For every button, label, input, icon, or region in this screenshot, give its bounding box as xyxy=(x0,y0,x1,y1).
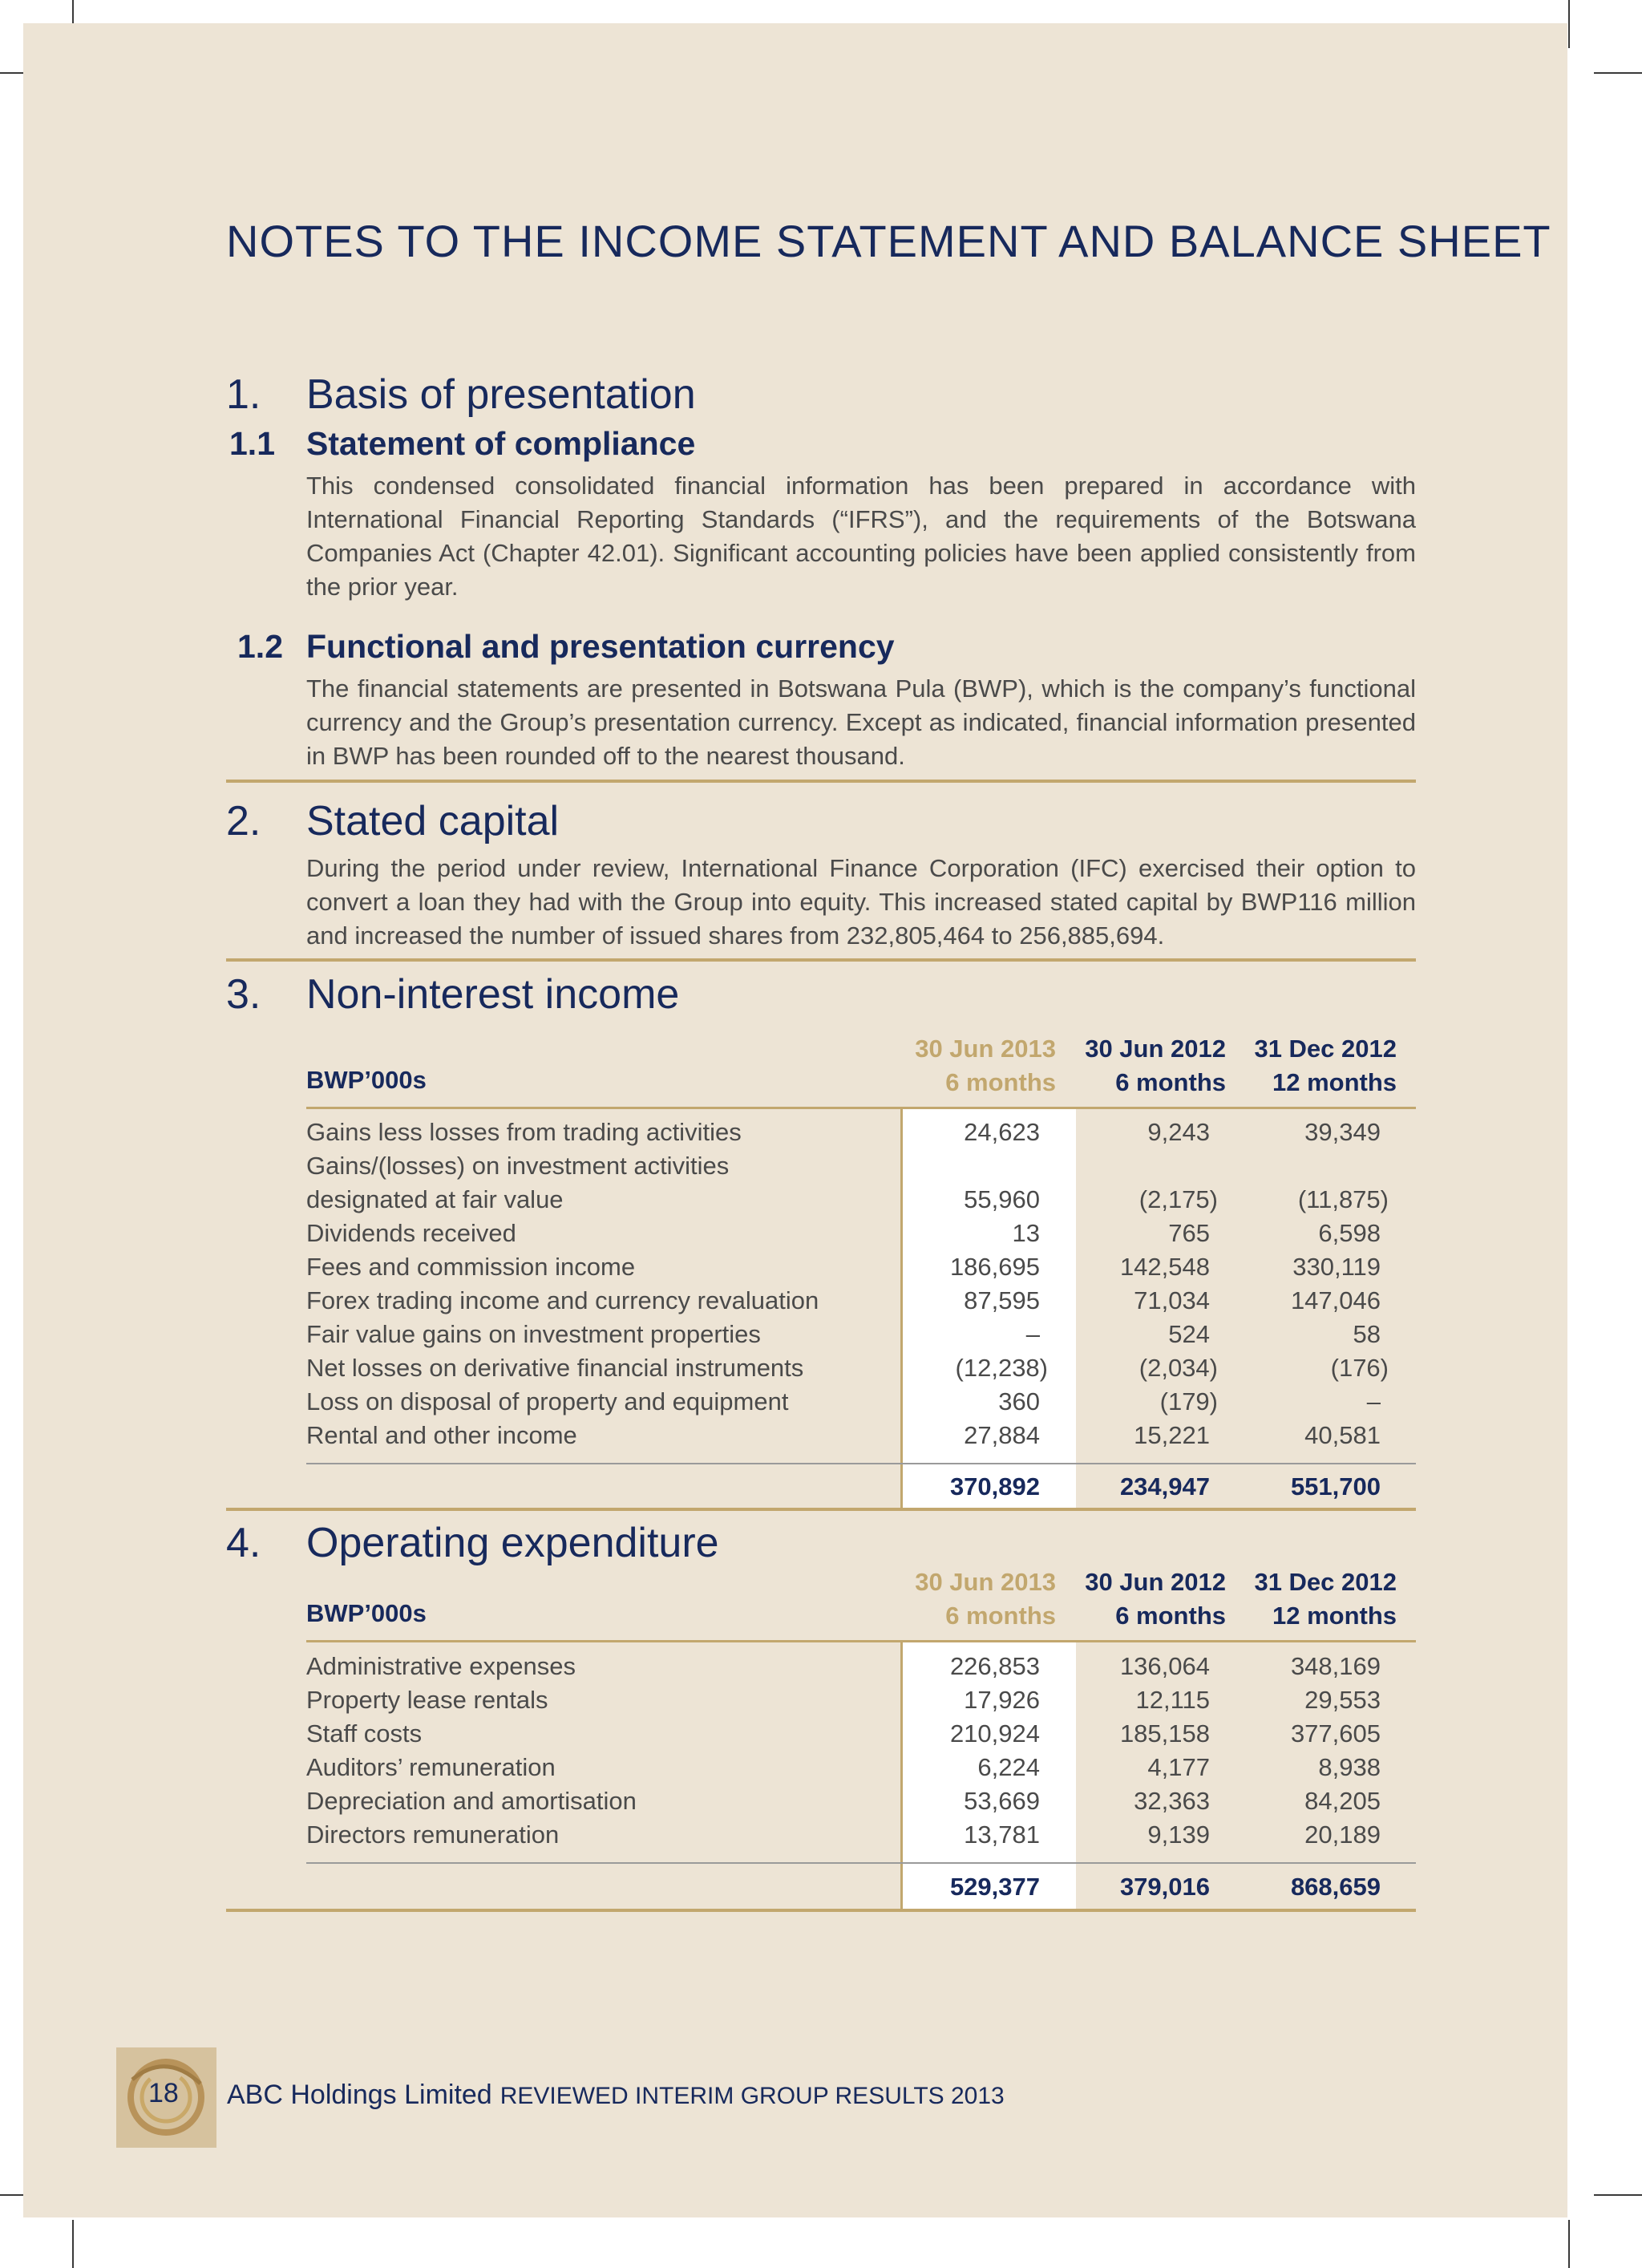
section-3-heading xyxy=(226,970,1349,1019)
crop-mark xyxy=(1568,0,1570,48)
column-header-current: 30 Jun 2013 6 months xyxy=(915,1035,1056,1096)
currency-paragraph: The financial statements are presented in Botswana Pula (BWP), which is the company’s functional currency and the Group’s presentation currency. Except as indicated, financial information presented in BWP has been rounded off to the nearest thousand. xyxy=(306,674,1416,770)
section-number: 2. xyxy=(226,798,261,844)
column-header-prior-half: 30 Jun 2012 6 months xyxy=(1085,1568,1226,1630)
section-number: 4. xyxy=(226,1520,261,1566)
table-row: Dividends received 13 765 6,598 xyxy=(306,1219,1381,1247)
crop-mark xyxy=(1594,2194,1642,2196)
page-footer xyxy=(116,2047,1159,2148)
table-row: Net losses on derivative financial instruments (12,238) (2,034) (176) xyxy=(306,1354,1389,1382)
table-header-rule xyxy=(306,1640,1416,1642)
table-header-rule xyxy=(306,1107,1416,1109)
table-row: Forex trading income and currency revaluation 87,595 71,034 147,046 xyxy=(306,1286,1381,1314)
crop-mark xyxy=(1568,2220,1570,2268)
section-divider xyxy=(226,958,1416,962)
table-row: designated at fair value 55,960 (2,175) (11,875) xyxy=(306,1185,1389,1213)
table-row: Property lease rentals 17,926 12,115 29,553 xyxy=(306,1686,1381,1714)
subsection-title: Functional and presentation currency xyxy=(306,628,895,665)
table-total-row: 529,377 379,016 868,659 xyxy=(949,1873,1381,1901)
subsection-1-2-heading xyxy=(226,628,1349,668)
table-row: Auditors’ remuneration 6,224 4,177 8,938 xyxy=(306,1753,1381,1781)
table-total-row: 370,892 234,947 551,700 xyxy=(949,1472,1381,1501)
table-row: Gains less losses from trading activities 24,623 9,243 39,349 xyxy=(306,1118,1381,1146)
section-divider xyxy=(226,1909,1416,1912)
compliance-paragraph: This condensed consolidated financial information has been prepared in accordance with International Financial Reporting Standards (“IFRS”), and the requirements of the Botswana Companies Act (Chapter 42.01). Significant accounting policies have been applied consistently from the prior year. xyxy=(306,472,1416,601)
table-row: Administrative expenses 226,853 136,064 348,169 xyxy=(306,1652,1381,1680)
subsection-title: Statement of compliance xyxy=(306,425,696,462)
subsection-number: 1.1 xyxy=(229,425,275,462)
table-row: Loss on disposal of property and equipment 360 (179) – xyxy=(306,1387,1381,1415)
subsection-number: 1.2 xyxy=(237,628,283,665)
unit-label: BWP’000s xyxy=(306,1599,427,1627)
crop-mark xyxy=(72,2220,74,2268)
subsection-1-1-heading xyxy=(226,425,1349,465)
column-header-prior-half: 30 Jun 2012 6 months xyxy=(1085,1035,1226,1096)
table-row: Fees and commission income 186,695 142,548 330,119 xyxy=(306,1253,1381,1281)
section-number: 1. xyxy=(226,371,261,418)
table-row: Staff costs 210,924 185,158 377,605 xyxy=(306,1719,1381,1748)
section-title: Non-interest income xyxy=(306,971,680,1018)
report-name: REVIEWED INTERIM GROUP RESULTS 2013 xyxy=(499,2083,1005,2109)
section-divider xyxy=(226,1508,1416,1511)
footer-caption xyxy=(227,2080,1005,2111)
section-title: Stated capital xyxy=(306,798,560,844)
column-header-current: 30 Jun 2013 6 months xyxy=(915,1568,1056,1630)
stated-capital-paragraph: During the period under review, International Finance Corporation (IFC) exercised their option to convert a loan they had with the Group into equity. This increased stated capital by BWP116 million and increased the number of issued shares from 232,805,464 to 256,885,694. xyxy=(306,854,1416,950)
company-name: ABC Holdings Limited xyxy=(227,2080,492,2110)
page-number: 18 xyxy=(148,2078,179,2108)
unit-label: BWP’000s xyxy=(306,1066,427,1094)
section-4-heading xyxy=(226,1519,1349,1567)
crop-mark xyxy=(1594,72,1642,74)
section-title: Basis of presentation xyxy=(306,371,696,418)
section-title: Operating expenditure xyxy=(306,1520,719,1566)
table-row: Directors remuneration 13,781 9,139 20,189 xyxy=(306,1820,1381,1849)
section-divider xyxy=(226,780,1416,783)
column-header-prior-year: 31 Dec 2012 12 months xyxy=(1254,1568,1397,1630)
subtotal-rule xyxy=(306,1862,1416,1864)
section-1-heading xyxy=(226,371,1349,419)
section-2-heading xyxy=(226,797,1349,845)
column-header-prior-year: 31 Dec 2012 12 months xyxy=(1254,1035,1397,1096)
page-title: NOTES TO THE INCOME STATEMENT AND BALANCE SHEET xyxy=(226,216,1551,266)
table-row: Fair value gains on investment properties – 524 58 xyxy=(306,1320,1381,1348)
section-number: 3. xyxy=(226,971,261,1018)
table-row: Rental and other income 27,884 15,221 40,581 xyxy=(306,1421,1381,1449)
subtotal-rule xyxy=(306,1463,1416,1464)
table-row: Depreciation and amortisation 53,669 32,363 84,205 xyxy=(306,1787,1381,1815)
table-row: Gains/(losses) on investment activities xyxy=(306,1152,730,1180)
